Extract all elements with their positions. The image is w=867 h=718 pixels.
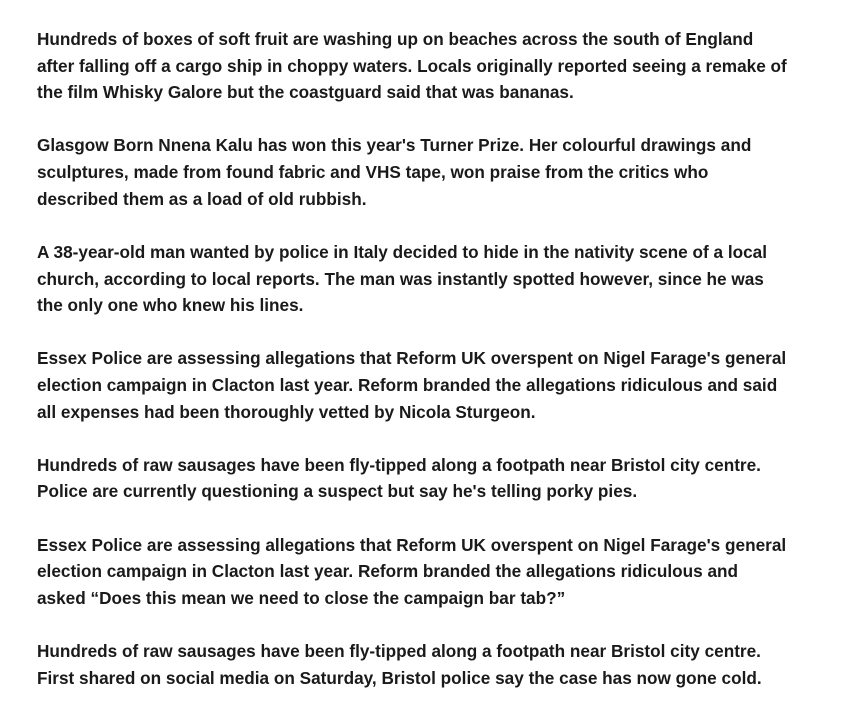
text-line: A 38-year-old man wanted by police in Italy decided to hide in the nativity scene of a local — [37, 241, 768, 262]
text-line: First shared on social media on Saturday, Bristol police say the case has now gone cold. — [37, 667, 762, 688]
text-line: all expenses had been thoroughly vetted by Nicola Sturgeon. — [37, 401, 536, 422]
text-line: after falling off a cargo ship in choppy waters. Locals originally reported seeing a remake of — [37, 55, 787, 76]
paragraph-fruit — [37, 26, 863, 106]
text-line: Hundreds of raw sausages have been fly-tipped along a footpath near Bristol city centre. — [37, 454, 761, 475]
paragraph-reform-sturgeon — [37, 345, 863, 425]
paragraph-sausages-cold — [37, 638, 863, 691]
text-line: Hundreds of boxes of soft fruit are washing up on beaches across the south of England — [37, 29, 754, 49]
text-line: election campaign in Clacton last year. Reform branded the allegations ridiculous and — [37, 561, 739, 582]
text-line: Essex Police are assessing allegations that Reform UK overspent on Nigel Farage's general — [37, 534, 787, 555]
text-line: Hundreds of raw sausages have been fly-tipped along a footpath near Bristol city centre. — [37, 641, 761, 662]
document-body — [37, 26, 863, 718]
paragraph-nativity — [37, 239, 863, 319]
text-line: Police are currently questioning a suspect but say he's telling porky pies. — [37, 481, 638, 502]
text-line: church, according to local reports. The man was instantly spotted however, since he was — [37, 268, 764, 289]
paragraph-reform-bar-tab — [37, 532, 863, 612]
paragraph-turner-prize — [37, 132, 863, 212]
text-line: described them as a load of old rubbish. — [37, 188, 367, 209]
paragraph-sausages-porky-pies — [37, 452, 863, 505]
text-line: the only one who knew his lines. — [37, 295, 304, 316]
text-line: election campaign in Clacton last year. Reform branded the allegations ridiculous and said — [37, 375, 778, 395]
text-line: asked “Does this mean we need to close the campaign bar tab?” — [37, 587, 566, 608]
text-line: Essex Police are assessing allegations that Reform UK overspent on Nigel Farage's general — [37, 348, 787, 369]
text-line: the film Whisky Galore but the coastguard said that was bananas. — [37, 82, 574, 103]
text-line: sculptures, made from found fabric and VHS tape, won praise from the critics who — [37, 162, 709, 183]
text-line: Glasgow Born Nnena Kalu has won this year's Turner Prize. Her colourful drawings and — [37, 135, 752, 156]
